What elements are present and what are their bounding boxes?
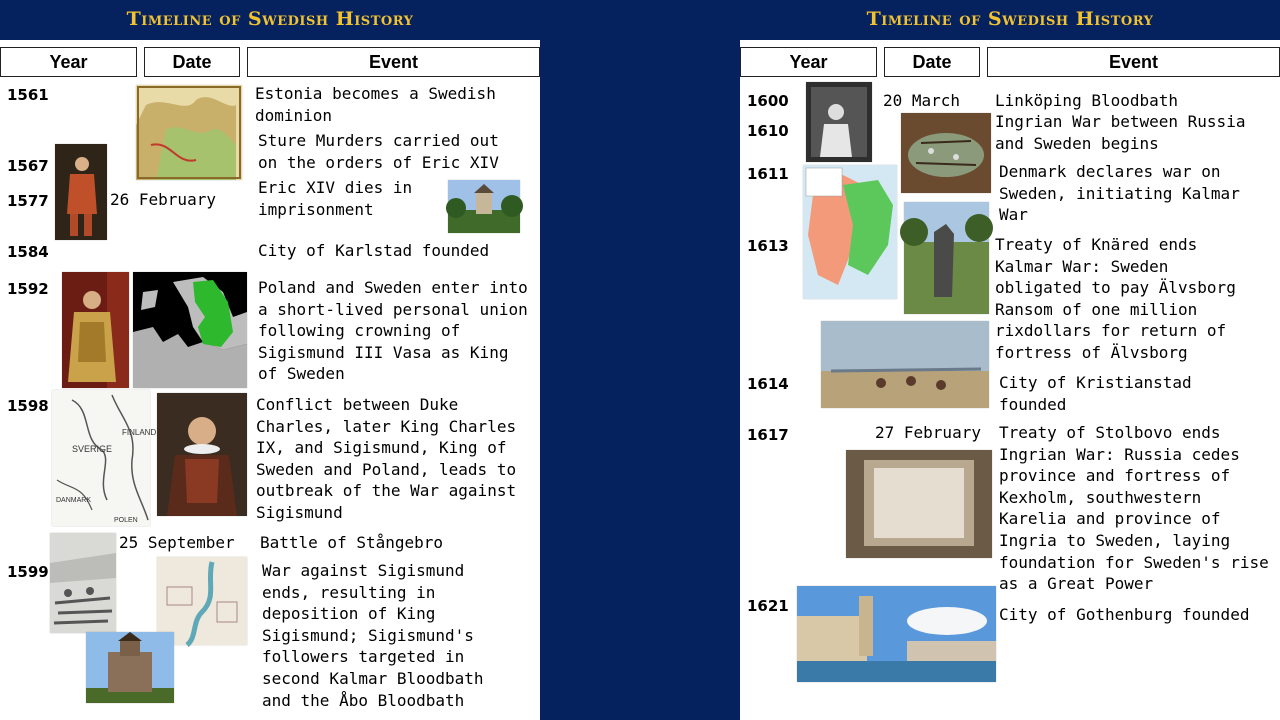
stolbovo-treaty-image: [846, 450, 992, 558]
sigismund-portrait-image: [62, 272, 129, 388]
row-year: 1610: [747, 122, 789, 140]
map-label-sverige: SVERIGE: [72, 444, 113, 454]
row-year: 1561: [7, 86, 49, 104]
event-text: Linköping Bloodbath: [995, 91, 1179, 110]
page-title-right: Timeline of Swedish History: [866, 8, 1154, 30]
row-year: 1599: [7, 563, 49, 581]
map-label-danmark: DANMARK: [56, 497, 92, 504]
column-header-event: Event: [987, 47, 1280, 77]
row-year: 1584: [7, 243, 49, 261]
row-year: 1577: [7, 192, 49, 210]
linkoping-bloodbath-image: [806, 82, 872, 162]
page-title-left: Timeline of Swedish History: [126, 8, 414, 30]
timeline-panel-right: [740, 40, 1280, 720]
row-year: 1600: [747, 92, 789, 110]
kalmar-war-map-image: [803, 165, 897, 299]
center-divider: [540, 0, 740, 720]
event-text: City of Gothenburg founded: [999, 605, 1250, 624]
event-text: Sture Murders carried out on the orders of Eric XIV: [258, 131, 499, 172]
row-year: 1613: [747, 237, 789, 255]
row-year: 1621: [747, 597, 789, 615]
knared-monument-image: [904, 202, 989, 314]
castle-photo-image: [448, 180, 520, 233]
row-year: 1617: [747, 426, 789, 444]
event-text: Poland and Sweden enter into a short-lived personal union following crowning of Sigismund III Vasa as King of Sweden: [258, 278, 528, 384]
date-text: 26 February: [110, 190, 216, 209]
column-header-year: Year: [0, 47, 137, 77]
row-year: 1614: [747, 375, 789, 393]
row-year: 1567: [7, 157, 49, 175]
column-header-date: Date: [144, 47, 240, 77]
kristianstad-painting-image: [821, 321, 989, 408]
war-map-image: [52, 390, 157, 526]
event-text: City of Karlstad founded: [258, 241, 490, 260]
event-text: Battle of Stångebro: [260, 533, 444, 552]
eric-xiv-portrait-image: [55, 144, 107, 240]
ingrian-war-image: [901, 113, 991, 193]
estonia-map-image: [136, 85, 242, 180]
event-text: War against Sigismund ends, resulting in deposition of King Sigismund; Sigismund's followers targeted in second Kalmar Bloodbath and the Åbo Bloodbath: [262, 561, 484, 710]
column-header-date: Date: [884, 47, 980, 77]
date-text: 27 February: [875, 423, 981, 442]
poland-sweden-union-map-image: [133, 272, 247, 388]
timeline-panel-left: [0, 40, 540, 720]
column-header-event: Event: [247, 47, 540, 77]
row-year: 1611: [747, 165, 789, 183]
event-text: Eric XIV dies in imprisonment: [258, 178, 413, 219]
event-text: City of Kristianstad founded: [999, 373, 1192, 414]
event-text: Ingrian War between Russia and Sweden begins: [995, 112, 1246, 153]
row-year: 1592: [7, 280, 49, 298]
event-text: Treaty of Knäred ends Kalmar War: Sweden obligated to pay Älvsborg Ransom of one million rixdollars for return of fortress of Älvsborg: [995, 235, 1236, 362]
battle-engraving-image: [50, 533, 116, 633]
turku-castle-image: [86, 632, 174, 703]
column-header-year: Year: [740, 47, 877, 77]
event-text: Conflict between Duke Charles, later King Charles IX, and Sigismund, King of Sweden and Poland, leads to outbreak of the War against Sigismund: [256, 395, 517, 522]
gothenburg-photo-image: [797, 586, 996, 682]
date-text: 20 March: [883, 91, 961, 110]
event-text: Treaty of Stolbovo ends Ingrian War: Russia cedes province and fortress of Kexholm, southwestern Karelia and province of Ingria to Sweden, laying foundation for Sweden's rise as a Great Power: [999, 423, 1269, 594]
event-text: Estonia becomes a Swedish dominion: [255, 84, 496, 125]
map-label-polen: POLEN: [114, 517, 138, 524]
row-year: 1598: [7, 397, 49, 415]
date-text: 25 September: [119, 533, 235, 552]
event-text: Denmark declares war on Sweden, initiating Kalmar War: [999, 162, 1240, 225]
duke-charles-portrait-image: [157, 393, 247, 516]
map-label-finland: FINLAND: [122, 428, 157, 437]
